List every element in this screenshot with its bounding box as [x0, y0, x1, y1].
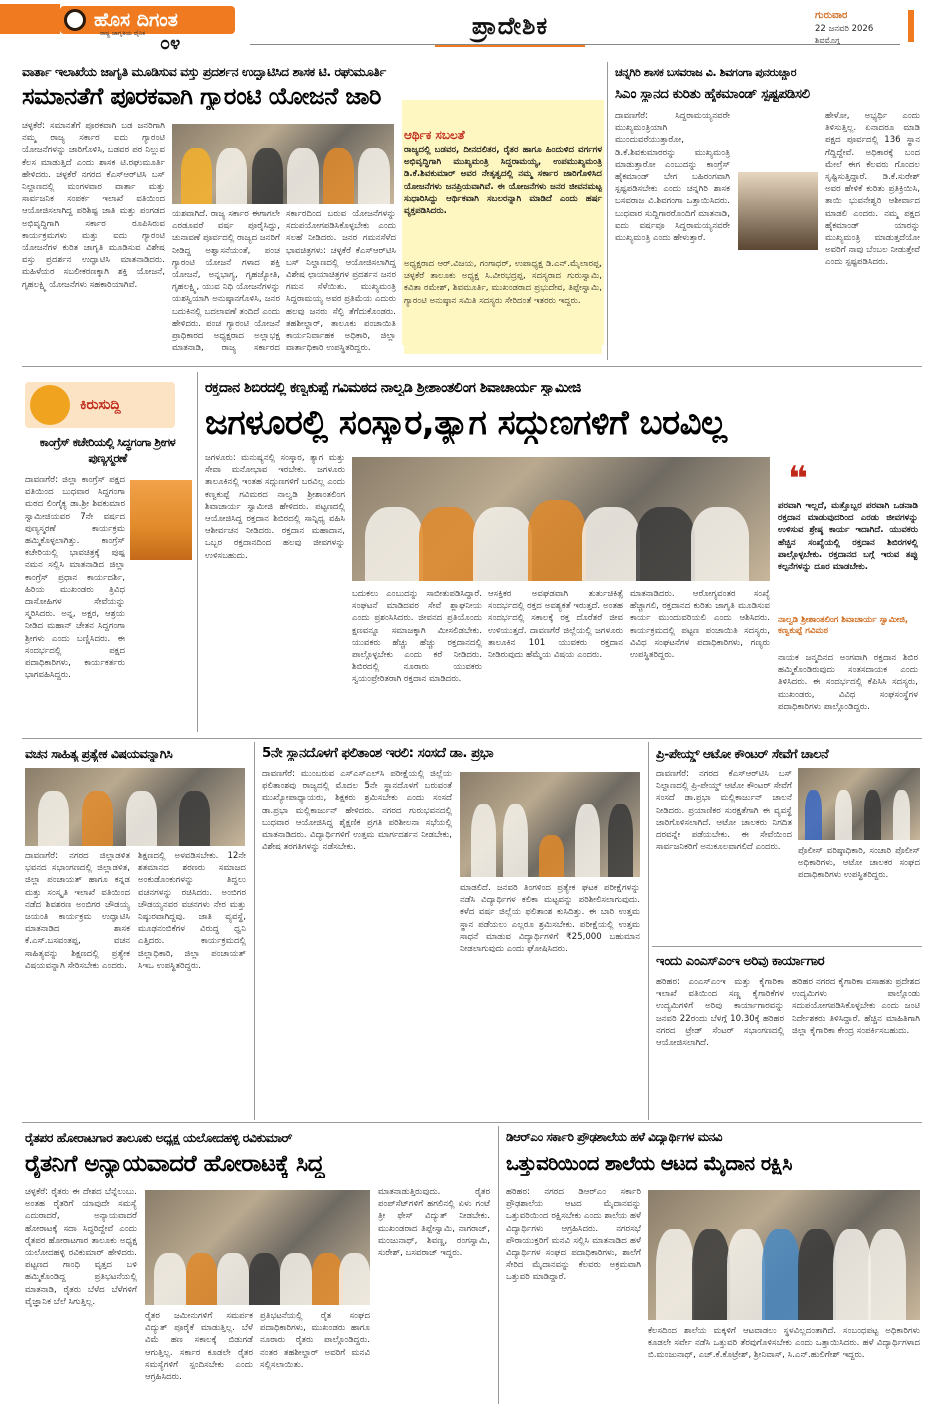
- story6-headline: ಪ್ರಿ-ಪೇಯ್ಡ್ ಆಟೋ ಕೌಂಟರ್ ಸೇವೆಗೆ ಚಾಲನೆ: [656, 746, 829, 761]
- sidebar-box-title: ಆರ್ಥಿಕ ಸಬಲತೆ: [404, 128, 465, 142]
- story9-body-col1: ಹರಿಹರ: ನಗರದ ಡಿಆರ್‌ಎಂ ಸರ್ಕಾರಿ ಪ್ರೌಢಶಾಲೆಯ ಆಟದ ಮೈದಾನವನ್ನು ಒತ್ತುವರಿಯಿಂದ ರಕ್ಷಿಸಬೇಕು ಎಂದು ಶಾಲೆಯ ಹಳೆ ವಿದ್ಯಾರ್ಥಿಗಳು ಆಗ್ರಹಿಸಿದರು. ನಗರಸಭೆ ಪೌರಾಯುಕ್ತರಿಗೆ ಮನವಿ ಸಲ್ಲಿಸಿ ಮಾತನಾಡಿದ ಹಳೆ ವಿದ್ಯಾರ್ಥಿಗಳ ಸಂಘದ ಪದಾಧಿಕಾರಿಗಳು, ಶಾಲೆಗೆ ಸೇರಿದ ಮೈದಾನವನ್ನು ಕೆಲವರು ಅಕ್ರಮವಾಗಿ ಒತ್ತುವರಿ ಮಾಡಿದ್ದಾರೆ.: [506, 1187, 641, 1283]
- story2-kicker: ಚನ್ನಗಿರಿ ಶಾಸಕ ಬಸವರಾಜ ವಿ. ಶಿವಗಂಗಾ ಪುನರುಚ್ಚಾರ: [615, 66, 797, 79]
- story2-portrait: [738, 172, 818, 250]
- column-rule: [498, 1126, 499, 1404]
- column-rule: [197, 372, 198, 732]
- story1-headline: ಸಮಾನತೆಗೆ ಪೂರಕವಾಗಿ ಗ್ಯಾರಂಟಿ ಯೋಜನೆ ಜಾರಿ: [22, 82, 381, 110]
- story3-photo: [352, 457, 770, 581]
- paper-logo[interactable]: [60, 6, 235, 34]
- story1-body-col3: ಸರ್ಕಾರದಿಂದ ಬರುವ ಯೋಜನೆಗಳನ್ನು ಸದುಪಯೋಗಪಡಿಸಿಕೊಳ್ಳಬೇಕು ಎಂದು ಸಲಹೆ ನೀಡಿದರು. ಜನರ ಗಮನಸೆಳೆದ ಭಾವಚಿತ್ರಗಳು: ಚಳ್ಳಕೆರೆ ಕೆಎಸ್‌ಆರ್‌ಟಿಸಿ ಬಸ್ ನಿಲ್ದಾಣದಲ್ಲಿ ಆಯೋಜಿಸಲಾಗಿದ್ದ ವಿಶೇಷ ಛಾಯಾಚಿತ್ರಗಳ ಪ್ರದರ್ಶನ ಜನರ ಗಮನ ಸೆಳೆಯಿತು. ಮುಖ್ಯಮಂತ್ರಿ ಸಿದ್ದರಾಮಯ್ಯ ಅವರ ಪ್ರತಿಮೆಯ ಎದುರು ಹಲವು ಜನರು ಸೆಲ್ಫಿ ತೆಗೆದುಕೊಂಡರು. ತಹಶೀಲ್ದಾರ್, ತಾಲೂಕು ಪಂಚಾಯಿತಿ ಕಾರ್ಯನಿರ್ವಾಹಕ ಅಧಿಕಾರಿ, ಜಿಲ್ಲಾ ವಾರ್ತಾಧಿಕಾರಿ ಉಪಸ್ಥಿತರಿದ್ದರು.: [286, 209, 396, 354]
- story3-kicker: ರಕ್ತದಾನ ಶಿಬಿರದಲ್ಲಿ ಕಣ್ವಕುಪ್ಪೆ ಗವಿಮಠದ ನಾಲ್ವಡಿ ಶ್ರೀಶಾಂತಲಿಂಗ ಶಿವಾಚಾರ್ಯ ಸ್ವಾಮೀಜಿ: [205, 380, 581, 396]
- story1-body-col1: ಚಳ್ಳಕೆರೆ: ಸಮಾನತೆಗೆ ಪೂರಕವಾಗಿ ಬಡ ಜನರಿಗಾಗಿ ನಮ್ಮ ರಾಜ್ಯ ಸರ್ಕಾರ ಐದು ಗ್ಯಾರಂಟಿ ಯೋಜನೆಗಳನ್ನು ಜಾರಿಗೊಳಿಸಿ, ಬಡವರ ಪರ ನಿಲ್ಲುವ ಕೆಲಸ ಮಾಡುತ್ತಿದೆ ಎಂದು ಶಾಸಕ ಟಿ.ರಘುಮೂರ್ತಿ ಹೇಳಿದರು. ಚಳ್ಳಕೆರೆ ನಗರದ ಕೆಎಸ್‌ಆರ್‌ಟಿಸಿ ಬಸ್ ನಿಲ್ದಾಣದಲ್ಲಿ ಮಂಗಳವಾರ ವಾರ್ತಾ ಮತ್ತು ಸಾರ್ವಜನಿಕ ಸಂಪರ್ಕ ಇಲಾಖೆ ವತಿಯಿಂದ ಆಯೋಜಿಸಲಾಗಿದ್ದ ಪರಿಶಿಷ್ಟ ಜಾತಿ ಮತ್ತು ಪಂಗಡದ ಅಭಿವೃದ್ಧಿಗಾಗಿ ಸರ್ಕಾರ ರೂಪಿಸಿರುವ ಕಾರ್ಯಕ್ರಮಗಳು ಮತ್ತು ಐದು ಗ್ಯಾರಂಟಿ ಯೋಜನೆಗಳ ಕುರಿತ ಜಾಗೃತಿ ಮೂಡಿಸುವ ವಿಶೇಷ ವಸ್ತು ಪ್ರದರ್ಶನ ಉದ್ಘಾಟಿಸಿ ಮಾತನಾಡಿದರು. ಮಹಿಳೆಯರ ಸಬಲೀಕರಣಕ್ಕಾಗಿ ಶಕ್ತಿ ಯೋಜನೆ, ಗೃಹಲಕ್ಷ್ಮಿ ಯೋಜನೆಗಳು ಸಹಕಾರಿಯಾಗಿವೆ.: [22, 121, 165, 290]
- brief-body: ದಾವಣಗೆರೆ: ಜಿಲ್ಲಾ ಕಾಂಗ್ರೆಸ್ ಪಕ್ಷದ ವತಿಯಿಂದ ಬುಧವಾರ ಸಿದ್ದಗಂಗಾ ಮಠದ ಲಿಂಗೈಕ್ಯ ಡಾ.ಶ್ರೀ ಶಿವಕುಮಾರ ಸ್ವಾಮೀಜಿಯವರ 7ನೇ ವರ್ಷದ ಪುಣ್ಯಸ್ಮರಣೆ ಕಾರ್ಯಕ್ರಮ ಹಮ್ಮಿಕೊಳ್ಳಲಾಗಿತ್ತು. ಕಾಂಗ್ರೆಸ್ ಕಚೇರಿಯಲ್ಲಿ ಭಾವಚಿತ್ರಕ್ಕೆ ಪುಷ್ಪ ನಮನ ಸಲ್ಲಿಸಿ ಮಾತನಾಡಿದ ಜಿಲ್ಲಾ ಕಾಂಗ್ರೆಸ್ ಪ್ರಧಾನ ಕಾರ್ಯದರ್ಶಿ, ಹಿರಿಯ ಮುಖಂಡರು ತ್ರಿವಿಧ ದಾಸೋಹಿಗಳ ಸೇವೆಯನ್ನು ಸ್ಮರಿಸಿದರು. ಅನ್ನ, ಅಕ್ಷರ, ಆಶ್ರಯ ನೀಡಿದ ಮಹಾನ್ ಚೇತನ ಸಿದ್ದಗಂಗಾ ಶ್ರೀಗಳು ಎಂದು ಬಣ್ಣಿಸಿದರು. ಈ ಸಂದರ್ಭದಲ್ಲಿ ಪಕ್ಷದ ಪದಾಧಿಕಾರಿಗಳು, ಕಾರ್ಯಕರ್ತರು ಭಾಗವಹಿಸಿದ್ದರು.: [25, 475, 125, 681]
- story8-headline: ರೈತನಿಗೆ ಅನ್ಯಾಯವಾದರೆ ಹೋರಾಟಕ್ಕೆ ಸಿದ್ಧ: [25, 1151, 324, 1177]
- story2-headline: ಸಿಎಂ ಸ್ಥಾನದ ಕುರಿತು ಹೈಕಮಾಂಡ್ ಸ್ಪಷ್ಟಪಡಿಸಲಿ: [615, 86, 810, 102]
- section-rule: [22, 1122, 922, 1123]
- story8-body-col2: ರೈತರ ಜಮೀನುಗಳಿಗೆ ಸಮರ್ಪಕ ವಿದ್ಯುತ್ ಪೂರೈಕೆ ಮಾಡುತ್ತಿಲ್ಲ. ಬೆಳೆ ವಿಮೆ ಹಣ ಸಕಾಲಕ್ಕೆ ಬಿಡುಗಡೆ ಆಗುತ್ತಿಲ್ಲ. ಸರ್ಕಾರ ಕೂಡಲೇ ರೈತರ ಸಮಸ್ಯೆಗಳಿಗೆ ಸ್ಪಂದಿಸಬೇಕು ಎಂದು ಆಗ್ರಹಿಸಿದರು.: [145, 1311, 253, 1383]
- story5-body-col1: ದಾವಣಗೆರೆ: ಮುಂಬರುವ ಎಸ್ಎಸ್ಎಲ್‌ಸಿ ಪರೀಕ್ಷೆಯಲ್ಲಿ ಜಿಲ್ಲೆಯ ಫಲಿತಾಂಶವು ರಾಜ್ಯದಲ್ಲಿ ಮೊದಲ 5ನೇ ಸ್ಥಾನದೊಳಗೆ ಬರುವಂತೆ ಮುಖ್ಯೋಪಾಧ್ಯಾಯರು, ಶಿಕ್ಷಕರು ಶ್ರಮಿಸಬೇಕು ಎಂದು ಸಂಸದೆ ಡಾ.ಪ್ರಭಾ ಮಲ್ಲಿಕಾರ್ಜುನ್ ಹೇಳಿದರು. ನಗರದ ಗುರುಭವನದಲ್ಲಿ ಬುಧವಾರ ಆಯೋಜಿಸಿದ್ದ ಶೈಕ್ಷಣಿಕ ಪ್ರಗತಿ ಪರಿಶೀಲನಾ ಸಭೆಯಲ್ಲಿ ಮಾತನಾಡಿದರು. ವಿದ್ಯಾರ್ಥಿಗಳಿಗೆ ಉತ್ತಮ ಮಾರ್ಗದರ್ಶನ ನೀಡಬೇಕು, ವಿಶೇಷ ತರಗತಿಗಳನ್ನು ನಡೆಸಬೇಕು.: [262, 769, 452, 853]
- paper-name: ಹೊಸ ದಿಗಂತ: [94, 9, 178, 31]
- section-rule: [22, 738, 922, 739]
- story8-kicker: ರೈತಪರ ಹೋರಾಟಗಾರ ತಾಲೂಕು ಅಧ್ಯಕ್ಷ ಯಲೋದಹಳ್ಳಿ ರವಿಕುಮಾರ್: [25, 1130, 292, 1145]
- story9-body-col2: ಕೆಲಸದಿಂದ ಶಾಲೆಯ ಮಕ್ಕಳಿಗೆ ಆಟವಾಡಲು ಸ್ಥಳವಿಲ್ಲದಂತಾಗಿದೆ. ಸಂಬಂಧಪಟ್ಟ ಅಧಿಕಾರಿಗಳು ಕೂಡಲೇ ಸರ್ವೇ ನಡೆಸಿ ಒತ್ತುವರಿ ತೆರವುಗೊಳಿಸಬೇಕು ಎಂದು ಒತ್ತಾಯಿಸಿದರು. ಹಳೆ ವಿದ್ಯಾರ್ಥಿಗಳಾದ ಬಿ.ಮಂಜುನಾಥ್, ಎಚ್.ಕೆ.ಕೊಟ್ರೇಶ್, ಶ್ರೀನಿವಾಸ್, ಸಿ.ಎನ್.ಹುಲಿಗೇಶ್ ಇದ್ದರು.: [648, 1326, 920, 1361]
- sidebar-box-text: ರಾಜ್ಯದಲ್ಲಿ ಬಡವರ, ದೀನದಲಿತರ, ರೈತರ ಹಾಗೂ ಹಿಂದುಳಿದ ವರ್ಗಗಳ ಅಭಿವೃದ್ಧಿಗಾಗಿ ಮುಖ್ಯಮಂತ್ರಿ ಸಿದ್ದರಾಮಯ್ಯ, ಉಪಮುಖ್ಯಮಂತ್ರಿ ಡಿ.ಕೆ.ಶಿವಕುಮಾರ್ ಅವರ ನೇತೃತ್ವದಲ್ಲಿ ನಮ್ಮ ಸರ್ಕಾರ ಜಾರಿಗೊಳಿಸಿದ ಯೋಜನೆಗಳು ಜನಪ್ರಿಯವಾಗಿವೆ. ಈ ಯೋಜನೆಗಳು ಜನರ ಜೀವನಮಟ್ಟ ಸುಧಾರಿಸಿದ್ದು ಆರ್ಥಿಕವಾಗಿ ಸಬಲರನ್ನಾಗಿ ಮಾಡಿದೆ ಎಂದು ಹರ್ಷ ವ್ಯಕ್ತಪಡಿಸಿದರು.: [404, 145, 602, 217]
- story8-body-col1: ಚಳ್ಳಕೆರೆ: ರೈತರು ಈ ದೇಶದ ಬೆನ್ನೆಲುಬು. ಅಂತಹ ರೈತರಿಗೆ ಯಾವುದೇ ಸಮಸ್ಯೆ ಎದುರಾದರೆ, ಅನ್ಯಾಯವಾದರೆ ಹೋರಾಟಕ್ಕೆ ಸದಾ ಸಿದ್ಧರಿದ್ದೇವೆ ಎಂದು ರೈತಪರ ಹೋರಾಟಗಾರ ತಾಲೂಕು ಅಧ್ಯಕ್ಷ ಯಲೋದಹಳ್ಳಿ ರವಿಕುಮಾರ್ ಹೇಳಿದರು. ಪಟ್ಟಣದ ಗಾಂಧಿ ವೃತ್ತದ ಬಳಿ ಹಮ್ಮಿಕೊಂಡಿದ್ದ ಪ್ರತಿಭಟನೆಯಲ್ಲಿ ಮಾತನಾಡಿ, ರೈತರು ಬೆಳೆದ ಬೆಳೆಗಳಿಗೆ ವೈಜ್ಞಾನಿಕ ಬೆಲೆ ಸಿಗುತ್ತಿಲ್ಲ.: [25, 1187, 137, 1307]
- story1-photo: [172, 124, 394, 204]
- masthead-accent-bar: [908, 10, 914, 42]
- story7-body-col2: ಹರಿಹರ ನಗರದ ಕೈಗಾರಿಕಾ ವಸಾಹತು ಪ್ರದೇಶದ ಉದ್ಯಮಿಗಳು ಪಾಲ್ಗೊಂಡು ಸದುಪಯೋಗಪಡಿಸಿಕೊಳ್ಳಬೇಕು ಎಂದು ಜಂಟಿ ನಿರ್ದೇಶಕರು ತಿಳಿಸಿದ್ದಾರೆ. ಹೆಚ್ಚಿನ ಮಾಹಿತಿಗಾಗಿ ಜಿಲ್ಲಾ ಕೈಗಾರಿಕಾ ಕೇಂದ್ರ ಸಂಪರ್ಕಿಸಬಹುದು.: [792, 977, 920, 1036]
- story7-body-col1: ಹರಿಹರ: ಎಂಎಸ್‌ಎಂಇ ಮತ್ತು ಕೈಗಾರಿಕಾ ಇಲಾಖೆ ವತಿಯಿಂದ ಸಣ್ಣ ಕೈಗಾರಿಕೆಗಳ ಉದ್ಯಮಿಗಳಿಗೆ ಅರಿವು ಕಾರ್ಯಾಗಾರವನ್ನು ಜನವರಿ 22ರಂದು ಬೆಳಗ್ಗೆ 10.30ಕ್ಕೆ ಹರಿಹರ ನಗರದ ಟ್ರೇಡ್ ಸೆಂಟರ್ ಸಭಾಂಗಣದಲ್ಲಿ ಆಯೋಜಿಸಲಾಗಿದೆ.: [656, 977, 784, 1049]
- story9-photo: [648, 1190, 920, 1320]
- story3-headline: ಜಗಳೂರಲ್ಲಿ ಸಂಸ್ಕಾರ,ತ್ಯಾಗ ಸದ್ಗುಣಗಳಿಗೆ ಬರವಿಲ್ಲ: [205, 403, 727, 443]
- story4-body-col2: ಶಿಕ್ಷಣದಲ್ಲಿ ಅಳವಡಿಸಬೇಕು. 12ನೇ ಶತಮಾನದ ಶರಣರು ಸಮಾಜದ ಅಂಕುಡೊಂಕುಗಳನ್ನು ತಿದ್ದಲು ವಚನಗಳನ್ನು ರಚಿಸಿದರು. ಅಂಬಿಗರ ಚೌಡಯ್ಯನವರ ವಚನಗಳು ನೇರ ಮತ್ತು ನಿಷ್ಠುರವಾಗಿದ್ದವು. ಜಾತಿ ವ್ಯವಸ್ಥೆ, ಮೂಢನಂಬಿಕೆಗಳ ವಿರುದ್ಧ ಧ್ವನಿ ಎತ್ತಿದರು. ಕಾರ್ಯಕ್ರಮದಲ್ಲಿ ಜಿಲ್ಲಾಧಿಕಾರಿ, ಜಿಲ್ಲಾ ಪಂಚಾಯತ್ ಸಿಇಒ ಉಪಸ್ಥಿತರಿದ್ದರು.: [138, 851, 246, 971]
- story6-body-col1: ದಾವಣಗೆರೆ: ನಗರದ ಕೆಎಸ್ಆರ್‌ಟಿಸಿ ಬಸ್ ನಿಲ್ದಾಣದಲ್ಲಿ ಪ್ರಿ-ಪೇಯ್ಡ್ ಆಟೋ ಕೌಂಟರ್ ಸೇವೆಗೆ ಸಂಸದೆ ಡಾ.ಪ್ರಭಾ ಮಲ್ಲಿಕಾರ್ಜುನ್ ಚಾಲನೆ ನೀಡಿದರು. ಪ್ರಯಾಣಿಕರ ಸುರಕ್ಷತೆಗಾಗಿ ಈ ವ್ಯವಸ್ಥೆ ಜಾರಿಗೊಳಿಸಲಾಗಿದೆ. ಆಟೋ ಚಾಲಕರು ನಿಗದಿತ ದರವನ್ನೇ ಪಡೆಯಬೇಕು. ಈ ಸೇವೆಯಿಂದ ಸಾರ್ವಜನಿಕರಿಗೆ ಅನುಕೂಲವಾಗಲಿದೆ ಎಂದರು.: [656, 769, 792, 853]
- section-rule: [652, 946, 922, 947]
- story8-body-col3: ಪ್ರತಿಭಟನೆಯಲ್ಲಿ ರೈತ ಸಂಘದ ಪದಾಧಿಕಾರಿಗಳು, ಮುಖಂಡರು ಹಾಗೂ ನೂರಾರು ರೈತರು ಪಾಲ್ಗೊಂಡಿದ್ದರು. ನಂತರ ತಹಶೀಲ್ದಾರ್ ಅವರಿಗೆ ಮನವಿ ಸಲ್ಲಿಸಲಾಯಿತು.: [260, 1311, 370, 1370]
- story6-photo: [798, 768, 920, 840]
- section-rule: [22, 366, 922, 367]
- quote-text: ಪರವಾಗಿ ಇಲ್ಲದೆ, ಮತ್ತೊಬ್ಬರ ಪರವಾಗಿ ಒಡನಾಡಿ ರಕ್ತದಾನ ಮಾಡುವುದರಿಂದ ಎರಡು ಜೀವಗಳನ್ನು ಉಳಿಸುವ ಶ್ರೇಷ್ಠ ಕಾರ್ಯ ಇದಾಗಿದೆ. ಯುವಕರು ಹೆಚ್ಚಿನ ಸಂಖ್ಯೆಯಲ್ಲಿ ರಕ್ತದಾನ ಶಿಬಿರಗಳಲ್ಲಿ ಪಾಲ್ಗೊಳ್ಳಬೇಕು. ರಕ್ತದಾನದ ಬಗ್ಗೆ ಇರುವ ತಪ್ಪು ಕಲ್ಪನೆಗಳನ್ನು ದೂರ ಮಾಡಬೇಕು.: [778, 501, 918, 573]
- column-rule: [607, 62, 608, 360]
- masthead-rule: [250, 44, 900, 45]
- quote-icon: ❝: [788, 459, 808, 499]
- story1-kicker: ವಾರ್ತಾ ಇಲಾಖೆಯ ಜಾಗೃತಿ ಮೂಡಿಸುವ ವಸ್ತು ಪ್ರದರ್ಶನ ಉದ್ಘಾಟಿಸಿದ ಶಾಸಕ ಟಿ. ರಘುಮೂರ್ತಿ: [22, 64, 386, 79]
- story6-body-col2: ಪೊಲೀಸ್ ವರಿಷ್ಠಾಧಿಕಾರಿ, ಸಂಚಾರಿ ಪೊಲೀಸ್ ಅಧಿಕಾರಿಗಳು, ಆಟೋ ಚಾಲಕರ ಸಂಘದ ಪದಾಧಿಕಾರಿಗಳು ಉಪಸ್ಥಿತರಿದ್ದರು.: [798, 846, 920, 881]
- story1-body-col2: ಯಶವಾಗಿದೆ. ರಾಜ್ಯ ಸರ್ಕಾರ ಈಗಾಗಲೇ ಎರಡೂವರೆ ವರ್ಷ ಪೂರೈಸಿದ್ದು, ಚುನಾವಣೆ ಪೂರ್ವದಲ್ಲಿ ರಾಜ್ಯದ ಜನರಿಗೆ ನೀಡಿದ್ದ ಅಶ್ವಾಸನೆಯಂತೆ, ಪಂಚ ಗ್ಯಾರಂಟಿ ಯೋಜನೆ ಗಳಾದ ಶಕ್ತಿ ಯೋಜನೆ, ಅನ್ನಭಾಗ್ಯ, ಗೃಹಜ್ಯೋತಿ, ಗೃಹಲಕ್ಷ್ಮಿ, ಯುವ ನಿಧಿ ಯೋಜನೆಗಳನ್ನು ಯಶಸ್ವಿಯಾಗಿ ಅನುಷ್ಠಾನಗೊಳಿಸಿ, ಜನರ ಬದುಕಿನಲ್ಲಿ ಬದಲಾವಣೆ ತಂದಿದೆ ಎಂದು ಹೇಳಿದರು. ಪಂಚ ಗ್ಯಾರಂಟಿ ಯೋಜನೆ ಪ್ರಾಧಿಕಾರದ ಅಧ್ಯಕ್ಷರಾದ ಅಲ್ಲಾಭಕ್ಷ ಮಾತನಾಡಿ, ರಾಜ್ಯ ಸರ್ಕಾರದ: [172, 209, 280, 354]
- brief-photo-swami: [130, 480, 192, 560]
- brief-hand-icon: [30, 385, 70, 425]
- story2-body-col1: ದಾವಣಗೆರೆ: ಸಿದ್ದರಾಮಯ್ಯನವರೇ ಮುಖ್ಯಮಂತ್ರಿಯಾಗಿ ಮುಂದುವರೆಯುತ್ತಾರೋ, ಡಿ.ಕೆ.ಶಿವಕುಮಾರರನ್ನು ಮುಖ್ಯಮಂತ್ರಿ ಮಾಡುತ್ತಾರೋ ಎಂಬುದನ್ನು ಕಾಂಗ್ರೆಸ್ ಹೈಕಮಾಂಡ್ ಬೇಗ ಬಹಿರಂಗವಾಗಿ ಸ್ಪಷ್ಟಪಡಿಸಬೇಕು ಎಂದು ಚನ್ನಗಿರಿ ಶಾಸಕ ಬಸವರಾಜ ವಿ.ಶಿವಗಂಗಾ ಒತ್ತಾಯಿಸಿದರು. ಬುಧವಾರ ಸುದ್ದಿಗಾರರೊಂದಿಗೆ ಮಾತನಾಡಿ, ಐದು ವರ್ಷವೂ ಸಿದ್ದರಾಮಯ್ಯನವರೇ ಮುಖ್ಯಮಂತ್ರಿ ಎಂದು ಹೇಳುತ್ತಾರೆ.: [615, 111, 730, 244]
- story7-headline: ಇಂದು ಎಂಎಸ್‌ಎಂಇ ಅರಿವು ಕಾರ್ಯಾಗಾರ: [656, 954, 825, 969]
- brief-label: ಕಿರುಸುದ್ದಿ: [80, 397, 121, 413]
- story4-photo: [25, 768, 245, 846]
- masthead: [0, 0, 945, 54]
- story3-body-col5: ನಾಯಕ ಜನ್ಮದಿನದ ಅಂಗವಾಗಿ ರಕ್ತದಾನ ಶಿಬಿರ ಹಮ್ಮಿಕೊಂಡಿರುವುದು ಸಂತಸದಾಯಕ ಎಂದು ತಿಳಿಸಿದರು. ಈ ಸಂದರ್ಭದಲ್ಲಿ ಕೆಪಿಸಿಸಿ ಸದಸ್ಯರು, ಮುಖಂಡರು, ವಿವಿಧ ಸಂಘಸಂಸ್ಥೆಗಳ ಪದಾಧಿಕಾರಿಗಳು ಪಾಲ್ಗೊಂಡಿದ್ದರು.: [778, 653, 918, 712]
- story8-body-col4: ಮಾತನಾಡುತ್ತಿರುವುದು. ರೈತರ ಪಂಪ್‌ಸೆಟ್‌ಗಳಿಗೆ ಹಗಲಿನಲ್ಲಿ ಏಳು ಗಂಟೆ ತ್ರೀ ಫೇಸ್ ವಿದ್ಯುತ್ ನೀಡಬೇಕು. ಮುಖಂಡರಾದ ತಿಪ್ಪೇಸ್ವಾಮಿ, ನಾಗರಾಜ್, ಮಂಜುನಾಥ್, ಶಿವಣ್ಣ, ರಂಗಸ್ವಾಮಿ, ಸುರೇಶ್, ಬಸವರಾಜ್ ಇದ್ದರು.: [378, 1187, 490, 1259]
- story4-body-col1: ದಾವಣಗೆರೆ: ನಗರದ ಜಿಲ್ಲಾಡಳಿತ ಭವನದ ಸಭಾಂಗಣದಲ್ಲಿ ಜಿಲ್ಲಾಡಳಿತ, ಜಿಲ್ಲಾ ಪಂಚಾಯತ್ ಹಾಗೂ ಕನ್ನಡ ಮತ್ತು ಸಂಸ್ಕೃತಿ ಇಲಾಖೆ ವತಿಯಿಂದ ನಡೆದ ಶಿವಶರಣ ಅಂಬಿಗರ ಚೌಡಯ್ಯ ಜಯಂತಿ ಕಾರ್ಯಕ್ರಮ ಉದ್ಘಾಟಿಸಿ ಮಾತನಾಡಿದ ಶಾಸಕ ಕೆ.ಎಸ್.ಬಸವಂತಪ್ಪ, ವಚನ ಸಾಹಿತ್ಯವನ್ನು ಶಿಕ್ಷಣದಲ್ಲಿ ಪ್ರತ್ಯೇಕ ವಿಷಯವನ್ನಾಗಿ ಸೇರಿಸಬೇಕು ಎಂದರು.: [25, 851, 130, 971]
- column-rule: [648, 742, 649, 1120]
- page-number: ೦೪: [160, 33, 181, 54]
- story4-headline: ವಚನ ಸಾಹಿತ್ಯ ಪ್ರತ್ಯೇಕ ವಿಷಯವನ್ನಾಗಿಸಿ: [25, 746, 173, 761]
- column-rule: [254, 742, 255, 1120]
- story9-headline: ಒತ್ತುವರಿಯಿಂದ ಶಾಲೆಯ ಆಟದ ಮೈದಾನ ರಕ್ಷಿಸಿ: [506, 1152, 792, 1175]
- story9-kicker: ಡಿಆರ್‌ಎಂ ಸರ್ಕಾರಿ ಪ್ರೌಢಶಾಲೆಯ ಹಳೆ ವಿದ್ಯಾರ್ಥಿಗಳ ಮನವಿ: [506, 1130, 723, 1144]
- masthead-orange-band: [0, 4, 60, 34]
- city-name: ಶಿವಮೊಗ್ಗ: [815, 36, 840, 45]
- story3-body-col2: ಬದುಕಲು ಎಂಬುದನ್ನು ಸಾಬೀತುಪಡಿಸಿದ್ದಾರೆ. ಸಂಘಟನೆ ಮಾಡಿದವರ ಸೇವೆ ಶ್ಲಾಘನೀಯ ಎಂದು ಪ್ರಶಂಸಿಸಿದರು. ಜೀವನದ ಪ್ರತಿಯೊಂದು ಕ್ಷಣವನ್ನೂ ಸಮಾಜಕ್ಕಾಗಿ ಮೀಸಲಿಡಬೇಕು. ಯುವಕರು ಹೆಚ್ಚು ಹೆಚ್ಚು ರಕ್ತದಾನದಲ್ಲಿ ಪಾಲ್ಗೊಳ್ಳಬೇಕು ಎಂದು ಕರೆ ನೀಡಿದರು. ಶಿಬಿರದಲ್ಲಿ ನೂರಾರು ಯುವಕರು ಸ್ವಯಂಪ್ರೇರಿತರಾಗಿ ರಕ್ತದಾನ ಮಾಡಿದರು.: [352, 589, 482, 685]
- paper-tagline: ರಾಷ್ಟ್ರ ಜಾಗೃತಿಯ ದೈನಿಕ: [100, 30, 146, 37]
- story5-body-col2: ಮಾಡಲಿದೆ. ಜನವರಿ ತಿಂಗಳಿಂದ ಪ್ರತ್ಯೇಕ ಘಟಕ ಪರೀಕ್ಷೆಗಳನ್ನು ನಡೆಸಿ ವಿದ್ಯಾರ್ಥಿಗಳ ಕಲಿಕಾ ಮಟ್ಟವನ್ನು ಪರಿಶೀಲಿಸಲಾಗುವುದು. ಕಳೆದ ವರ್ಷ ಜಿಲ್ಲೆಯ ಫಲಿತಾಂಶ ಕುಸಿದಿತ್ತು. ಈ ಬಾರಿ ಉತ್ತಮ ಸ್ಥಾನ ಪಡೆಯಲು ಎಲ್ಲರೂ ಶ್ರಮಿಸಬೇಕು. ಪರೀಕ್ಷೆಯಲ್ಲಿ ಉತ್ತಮ ಸಾಧನೆ ಮಾಡುವ ವಿದ್ಯಾರ್ಥಿಗಳಿಗೆ ₹25,000 ಬಹುಮಾನ ನೀಡಲಾಗುವುದು ಎಂದು ಘೋಷಿಸಿದರು.: [460, 883, 640, 955]
- date-day: ಗುರುವಾರ: [815, 10, 848, 21]
- quote-attribution: ನಾಲ್ವಡಿ ಶ್ರೀಶಾಂತಲಿಂಗ ಶಿವಾಚಾರ್ಯ ಸ್ವಾಮೀಜಿ, ಕಣ್ವಕುಪ್ಪೆ ಗವಿಮಠ: [778, 615, 909, 636]
- story3-body-col1: ಜಗಳೂರು: ಮನುಷ್ಯನಲ್ಲಿ ಸಂಸ್ಕಾರ, ತ್ಯಾಗ ಮತ್ತು ಸೇವಾ ಮನೋಭಾವ ಇರಬೇಕು. ಜಗಳೂರು ತಾಲೂಕಿನಲ್ಲಿ ಇಂತಹ ಸದ್ಗುಣಗಳಿಗೆ ಬರವಿಲ್ಲ ಎಂದು ಕಣ್ವಕುಪ್ಪೆ ಗವಿಮಠದ ನಾಲ್ವಡಿ ಶ್ರೀಶಾಂತಲಿಂಗ ಶಿವಾಚಾರ್ಯ ಸ್ವಾಮೀಜಿ ಹೇಳಿದರು. ಪಟ್ಟಣದಲ್ಲಿ ಆಯೋಜಿಸಿದ್ದ ರಕ್ತದಾನ ಶಿಬಿರದಲ್ಲಿ ಸಾನ್ನಿಧ್ಯ ವಹಿಸಿ ಆಶೀರ್ವಚನ ನೀಡಿದರು. ರಕ್ತದಾನ ಮಹಾದಾನ, ಒಬ್ಬರ ರಕ್ತದಾನದಿಂದ ಹಲವು ಜೀವಗಳನ್ನು ಉಳಿಸಬಹುದು.: [205, 453, 345, 561]
- section-title: ಪ್ರಾದೇಶಿಕ: [435, 8, 585, 44]
- date-full: 22 ಜನವರಿ 2026: [815, 24, 874, 34]
- story8-photo: [145, 1190, 370, 1305]
- story5-headline: 5ನೇ ಸ್ಥಾನದೊಳಗೆ ಫಲಿತಾಂಶ ಇರಲಿ: ಸಂಸದೆ ಡಾ. ಪ್ರಭಾ: [262, 746, 494, 761]
- story5-photo: [460, 772, 640, 877]
- brief-headline: ಕಾಂಗ್ರೆಸ್ ಕಚೇರಿಯಲ್ಲಿ ಸಿದ್ಧಗಂಗಾ ಶ್ರೀಗಳ ಪುಣ್ಯಸ್ಮರಣೆ: [39, 435, 176, 465]
- story1-body-col4: ಅಧ್ಯಕ್ಷರಾದ ಆರ್.ವಿಜಯ, ಗಂಗಾಧರ್, ಉಪಾಧ್ಯಕ್ಷ ಡಿ.ಎನ್.ಮೈಲಾರಪ್ಪ, ಚಳ್ಳಕೆರೆ ತಾಲೂಕು ಅಧ್ಯಕ್ಷ ಸಿ.ವೀರಭದ್ರಪ್ಪ, ಸದಸ್ಯರಾದ ಗುರುಸ್ವಾಮಿ, ಕವಿತಾ ರಮೇಶ್, ಶಿವಮೂರ್ತಿ, ಮುಖಂಡರಾದ ಪ್ರಭುದೇವ, ತಿಪ್ಪೇಸ್ವಾಮಿ, ಗ್ಯಾರಂಟಿ ಅನುಷ್ಠಾನ ಸಮಿತಿ ಸದಸ್ಯರು ಸೇರಿದಂತೆ ಇತರರು ಇದ್ದರು.: [404, 258, 602, 354]
- story3-body-col3: ಆಸಕ್ತಿಕರ ಅವಘಡವಾಗಿ ತುರ್ತುಚಿಕಿತ್ಸೆ ಸಂದರ್ಭದಲ್ಲಿ ರಕ್ತದ ಅವಶ್ಯಕತೆ ಇರುತ್ತದೆ. ಅಂತಹ ಸಂದರ್ಭದಲ್ಲಿ ಸಕಾಲಕ್ಕೆ ರಕ್ತ ದೊರೆತರೆ ಜೀವ ಉಳಿಯುತ್ತದೆ. ದಾವಣಗೆರೆ ಜಿಲ್ಲೆಯಲ್ಲಿ ಜಗಳೂರು ತಾಲೂಕಿನ 101 ಯುವಕರು ರಕ್ತದಾನ ನೀಡಿರುವುದು ಹೆಮ್ಮೆಯ ವಿಷಯ ಎಂದರು.: [488, 589, 623, 661]
- logo-emblem-icon: [64, 9, 86, 31]
- story2-body-col2: ಹೇಳೋ, ಅಭ್ಯರ್ಥಿ ಎಂದು ತಿಳಿಸುತ್ತಿಲ್ಲ. ಏನಾದರೂ ಮಾಡಿ ಪಕ್ಷದ ಪೂರ್ವದಲ್ಲಿ 136 ಸ್ಥಾನ ಗೆದ್ದಿದ್ದೇವೆ. ಅಧಿಕಾರಕ್ಕೆ ಬಂದ ಮೇಲೆ ಈಗ ಕೆಲವರು ಗೊಂದಲ ಸೃಷ್ಟಿಸುತ್ತಿದ್ದಾರೆ. ಡಿ.ಕೆ.ಸುರೇಶ್ ಅವರ ಹೇಳಿಕೆ ಕುರಿತು ಪ್ರತಿಕ್ರಿಯಿಸಿ, ತಾಯಿ ಭುವನೇಶ್ವರಿ ಆಶೀರ್ವಾದ ಮಾಡಲಿ ಎಂದರು. ನಮ್ಮ ಪಕ್ಷದ ಹೈಕಮಾಂಡ್ ಯಾರನ್ನು ಮುಖ್ಯಮಂತ್ರಿ ಮಾಡುತ್ತದೆಯೋ ಅವರಿಗೆ ನಾವು ಬೆಂಬಲ ನೀಡುತ್ತೇವೆ ಎಂದು ಸ್ಪಷ್ಟಪಡಿಸಿದರು.: [825, 111, 920, 268]
- story3-body-col4: ಮಾತನಾಡಿದರು. ಆರೋಗ್ಯವಂತರ ಸಂಖ್ಯೆ ಹೆಚ್ಚಾಗಲಿ, ರಕ್ತದಾನದ ಕುರಿತು ಜಾಗೃತಿ ಮೂಡಿಸುವ ಕಾರ್ಯ ಮುಂದುವರಿಯಲಿ ಎಂದು ಆಶಿಸಿದರು. ಕಾರ್ಯಕ್ರಮದಲ್ಲಿ ಪಟ್ಟಣ ಪಂಚಾಯಿತಿ ಸದಸ್ಯರು, ವಿವಿಧ ಸಂಘಟನೆಗಳ ಪದಾಧಿಕಾರಿಗಳು, ಗಣ್ಯರು ಉಪಸ್ಥಿತರಿದ್ದರು.: [630, 589, 770, 661]
